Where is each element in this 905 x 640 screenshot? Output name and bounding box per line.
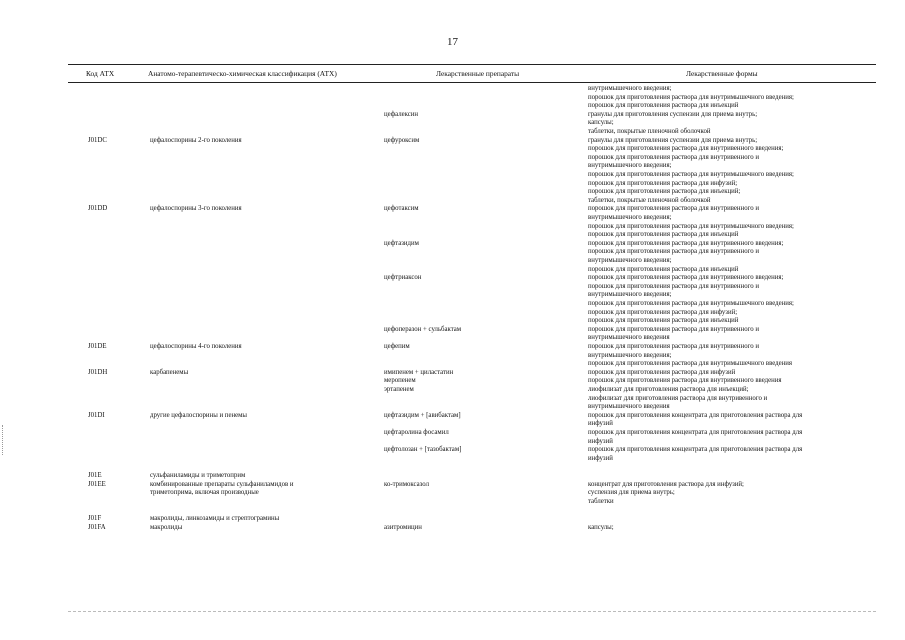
table-row [0,300,905,309]
row-form: порошок для приготовления раствора для внутривенного введения [588,377,782,385]
row-form: инфузий [588,437,613,445]
row-form: порошок для приготовления раствора для внутримышечного введения; [588,171,794,178]
table-row [0,326,905,335]
row-form: порошок для приготовления раствора для внутримышечного введения; [588,222,794,230]
row-form: порошок для приготовления раствора для инфузий; [588,308,738,316]
row-form: порошок для приготовления раствора для внутривенного и [588,282,759,290]
table-row [0,283,905,292]
table-row [0,489,905,498]
table-row [0,317,905,326]
scan-mark [2,425,5,455]
header-forms: Лекарственные формы [686,69,758,78]
header-classification: Анатомо-терапевтическо-химическая классификация (АТХ) [148,69,337,78]
table-row [0,223,905,232]
row-form: порошок для приготовления раствора для внутримышечного введения [588,360,793,368]
table-row [0,472,905,481]
row-drug: меропенем [384,377,416,385]
table-row [0,360,905,369]
row-code: J01DH [88,368,108,376]
table-row [0,309,905,318]
row-classification: цефалоспорины 4-го поколения [150,343,242,350]
table-row [0,162,905,171]
table-row [0,481,905,490]
row-form: таблетки, покрытые пленочной оболочкой [588,128,711,135]
table-row [0,395,905,404]
row-classification: комбинированные препараты сульфаниламидов и [150,480,294,488]
table-row [0,111,905,120]
row-form: капсулы; [588,119,614,127]
row-form: порошок для приготовления раствора для внутривенного введения; [588,145,784,153]
table-row [0,248,905,257]
row-classification: триметоприма, включая производные [150,489,259,497]
row-code: J01DI [88,411,105,419]
row-drug: азитромицин [384,523,422,531]
row-form: лиофилизат для приготовления раствора для внутривенного и [588,394,768,402]
row-form: порошок для приготовления концентрата для приготовления раствора для [588,411,803,419]
row-drug: цефтриаксон [384,274,422,282]
table-row [0,257,905,266]
row-drug: цефуроксим [384,136,420,144]
row-form: концентрат для приготовления раствора для инфузий; [588,480,744,488]
table-row [0,154,905,163]
row-drug: цефтазидим + [авибактам] [384,411,461,419]
row-form: таблетки [588,497,614,505]
row-code: J01F [88,515,102,522]
row-classification: цефалоспорины 3-го поколения [150,205,242,213]
row-form: порошок для приготовления раствора для внутривенного и [588,153,759,161]
row-form: внутримышечного введения; [588,162,672,170]
row-drug: имипенем + циластатин [384,368,454,376]
bottom-rule [68,611,876,612]
table-body [0,85,905,605]
table-row [0,145,905,154]
row-form: порошок для приготовления раствора для внутримышечного введения; [588,300,794,307]
table-row [0,240,905,249]
row-form: порошок для приготовления раствора для инфузий; [588,179,738,187]
row-classification: карбапенемы [150,368,189,376]
row-code: J01DC [88,136,107,144]
table-row [0,343,905,352]
row-form: порошок для приготовления раствора для инъекций [588,317,739,325]
table-row [0,429,905,438]
table-row [0,386,905,395]
row-classification: макролиды, линкозамиды и стрептограмины [150,515,280,522]
table-row [0,403,905,412]
row-form: порошок для приготовления концентрата для приготовления раствора для [588,429,803,436]
page-number: 17 [447,36,458,48]
row-form: порошок для приготовления раствора для инъекций [588,102,739,110]
row-form: таблетки, покрытые пленочной оболочкой [588,196,711,204]
row-form: капсулы; [588,523,614,531]
row-form: порошок для приготовления раствора для инъекций [588,265,739,273]
table-row [0,128,905,137]
table-row [0,231,905,240]
table-row [0,94,905,103]
row-form: инфузий [588,454,613,462]
header-code: Код АТХ [86,69,115,78]
table-row [0,463,905,472]
row-form: внутримышечного введения [588,403,670,411]
row-form: порошок для приготовления раствора для внутривенного введения; [588,274,784,282]
row-form: порошок для приготовления раствора для внутривенного и [588,325,759,333]
row-form: порошок для приготовления раствора для инъекций; [588,188,741,196]
table-row [0,438,905,447]
row-form: порошок для приготовления раствора для инфузий [588,368,736,376]
table-row [0,420,905,429]
row-drug: цефотаксим [384,205,419,213]
table-row [0,334,905,343]
row-form: порошок для приготовления раствора для инъекций [588,231,739,239]
row-form: лиофилизат для приготовления раствора для инъекций; [588,386,749,393]
row-code: J01DD [88,205,108,213]
row-form: гранулы для приготовления суспензии для приема внутрь; [588,136,758,144]
row-form: внутримышечного введения; [588,351,672,359]
table-row [0,85,905,94]
row-form: гранулы для приготовления суспензии для приема внутрь; [588,110,758,118]
table-row [0,291,905,300]
row-form: внутримышечного введения; [588,257,672,264]
row-drug: эртапенем [384,386,414,393]
row-drug: цефтолозан + [тазобактам] [384,446,462,454]
row-drug: цефоперазон + сульбактам [384,325,462,333]
row-form: суспензия для приема внутрь; [588,489,675,497]
table-row [0,412,905,421]
table-row [0,524,905,533]
row-drug: ко-тримоксазол [384,480,430,488]
table-row [0,205,905,214]
table-row [0,455,905,464]
row-drug: цефтазидим [384,239,419,247]
row-drug: цефтаролина фосамил [384,429,449,436]
row-form: порошок для приготовления раствора для внутримышечного введения; [588,93,794,101]
table-row [0,180,905,189]
row-form: внутримышечного введения; [588,85,672,92]
table-row [0,137,905,146]
row-classification: сульфаниламиды и триметоприм [150,472,246,479]
table-row [0,274,905,283]
table-row [0,352,905,361]
table-row [0,197,905,206]
table-row [0,377,905,386]
row-form: порошок для приготовления раствора для внутривенного и [588,343,759,350]
row-code: J01E [88,472,102,479]
row-form: порошок для приготовления раствора для внутривенного и [588,248,759,256]
row-classification: другие цефалоспорины и пенемы [150,411,247,419]
row-form: инфузий [588,420,613,428]
row-form: порошок для приготовления концентрата для приготовления раствора для [588,446,803,454]
table-row [0,506,905,515]
table-row [0,188,905,197]
row-classification: цефалоспорины 2-го поколения [150,136,242,144]
table-row [0,498,905,507]
table-row [0,515,905,524]
header-drugs: Лекарственные препараты [436,69,520,78]
table-row [0,446,905,455]
table-row [0,266,905,275]
table-row [0,102,905,111]
row-drug: цефепим [384,343,410,350]
table-row [0,171,905,180]
row-form: внутримышечного введения [588,334,670,342]
row-code: J01EE [88,480,106,488]
row-form: внутримышечного введения; [588,291,672,299]
row-drug: цефалексин [384,110,419,118]
row-form: внутримышечного введения; [588,214,672,221]
row-classification: макролиды [150,523,183,531]
table-row [0,119,905,128]
row-code: J01DE [88,343,107,350]
row-form: порошок для приготовления раствора для внутривенного и [588,205,759,213]
table-row [0,369,905,378]
row-code: J01FA [88,523,106,531]
table-row [0,214,905,223]
table-header [68,64,876,83]
row-form: порошок для приготовления раствора для внутривенного введения; [588,239,784,247]
